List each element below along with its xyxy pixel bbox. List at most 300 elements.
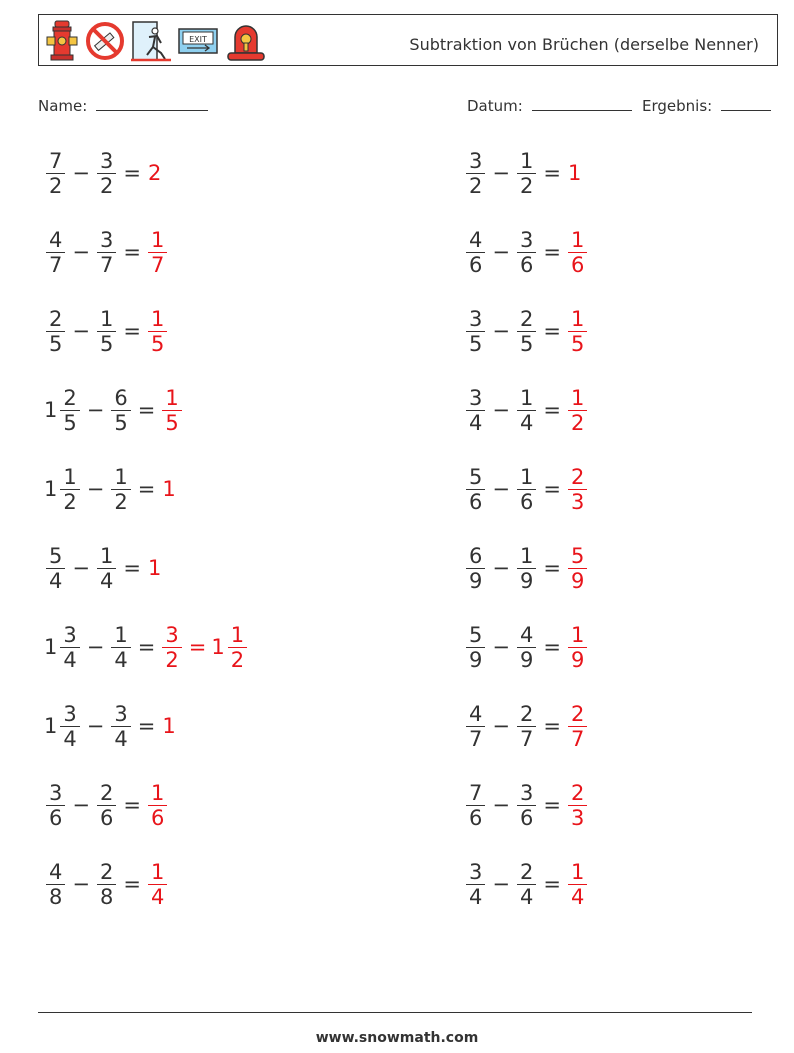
fraction [148, 228, 167, 277]
answer-fraction [146, 228, 169, 277]
answer-integer: 2 [147, 161, 162, 185]
answer-integer: 1 [567, 161, 582, 185]
denominator: 6 [49, 805, 63, 830]
minuend [44, 307, 67, 356]
fraction [466, 149, 485, 198]
denominator: 7 [150, 252, 165, 277]
equals-sign: = [123, 161, 141, 185]
answer-integer: 1 [162, 477, 176, 501]
fraction [466, 623, 485, 672]
fraction [517, 228, 536, 277]
numerator: 3 [466, 860, 485, 885]
answer [566, 228, 589, 277]
numerator: 1 [111, 623, 130, 648]
denominator: 4 [63, 726, 77, 751]
fraction [162, 623, 181, 672]
minus-sign: − [72, 872, 90, 896]
whole-number: 1 [44, 635, 58, 659]
denominator: 2 [469, 173, 483, 198]
denominator: 9 [519, 647, 534, 672]
minuend [464, 149, 487, 198]
numerator: 3 [466, 307, 485, 332]
fraction [517, 544, 536, 593]
minus-sign: − [86, 714, 105, 738]
subtrahend [515, 781, 538, 830]
answer-fraction [160, 386, 183, 435]
answer [566, 623, 589, 672]
denominator: 2 [114, 489, 128, 514]
minuend [44, 623, 82, 672]
footer-url: www.snowmath.com [315, 1030, 479, 1046]
problem-row [44, 854, 169, 914]
answer [566, 781, 589, 830]
denominator: 7 [99, 252, 114, 277]
numerator: 3 [60, 623, 79, 648]
answer-fraction [146, 307, 169, 356]
minus-sign: − [492, 714, 510, 738]
numerator: 1 [568, 860, 587, 885]
minus-sign: − [492, 556, 510, 580]
denominator: 6 [99, 805, 114, 830]
fraction [517, 623, 536, 672]
equals-sign: = [543, 714, 561, 738]
numerator: 3 [517, 781, 536, 806]
denominator: 7 [519, 726, 534, 751]
minuend [464, 623, 487, 672]
numerator: 3 [466, 386, 485, 411]
minuend [464, 465, 487, 514]
numerator: 5 [466, 623, 485, 648]
numerator: 4 [46, 860, 65, 885]
numerator: 1 [228, 623, 247, 648]
denominator: 4 [519, 884, 534, 909]
subtrahend [515, 623, 538, 672]
answer-fraction [566, 307, 589, 356]
denominator: 9 [519, 568, 534, 593]
denominator: 2 [49, 173, 63, 198]
subtrahend [515, 228, 538, 277]
denominator: 3 [570, 489, 585, 514]
fraction [46, 228, 65, 277]
denominator: 4 [114, 647, 128, 672]
denominator: 2 [99, 173, 114, 198]
fraction [568, 465, 587, 514]
svg-text:EXIT: EXIT [189, 35, 207, 44]
fraction [111, 702, 130, 751]
answer-fraction [566, 465, 589, 514]
problem-row [464, 696, 589, 756]
answer [146, 161, 161, 185]
answer-integer: 1 [147, 556, 162, 580]
result-line[interactable] [721, 96, 771, 111]
problem-row [44, 301, 169, 361]
denominator: 4 [570, 884, 585, 909]
subtrahend [515, 386, 538, 435]
answer-fraction [566, 386, 589, 435]
fraction [466, 860, 485, 909]
denominator: 5 [469, 331, 483, 356]
denominator: 9 [469, 568, 483, 593]
minus-sign: − [492, 319, 510, 343]
numerator: 1 [568, 307, 587, 332]
minuend [44, 465, 82, 514]
fraction [148, 860, 167, 909]
minuend [44, 149, 67, 198]
denominator: 6 [469, 252, 483, 277]
numerator: 1 [97, 544, 116, 569]
fraction [568, 228, 587, 277]
denominator: 9 [469, 647, 483, 672]
fraction [46, 781, 65, 830]
denominator: 6 [519, 489, 534, 514]
minuend [464, 386, 487, 435]
denominator: 5 [519, 331, 534, 356]
answer-integer: 1 [162, 714, 176, 738]
problem-row [464, 775, 589, 835]
fraction [568, 386, 587, 435]
answer-fraction [566, 781, 589, 830]
numerator: 1 [517, 149, 536, 174]
denominator: 4 [469, 884, 483, 909]
denominator: 4 [150, 884, 165, 909]
fraction [517, 307, 536, 356]
minus-sign: − [72, 793, 90, 817]
problem-row [464, 459, 589, 519]
whole-number: 1 [211, 635, 225, 659]
subtrahend [95, 860, 118, 909]
denominator: 7 [49, 252, 63, 277]
answer [566, 860, 589, 909]
denominator: 6 [519, 252, 534, 277]
answer [566, 544, 589, 593]
denominator: 2 [165, 647, 179, 672]
equals-sign: = [543, 635, 561, 659]
numerator: 2 [517, 307, 536, 332]
problem-row [464, 617, 589, 677]
equals-sign: = [543, 398, 561, 422]
answer [566, 307, 589, 356]
numerator: 2 [568, 465, 587, 490]
denominator: 4 [99, 568, 114, 593]
numerator: 2 [568, 781, 587, 806]
minus-sign: − [72, 161, 90, 185]
minuend [44, 544, 67, 593]
minuend [44, 860, 67, 909]
minuend [464, 702, 487, 751]
numerator: 1 [568, 228, 587, 253]
fraction [517, 386, 536, 435]
fraction [111, 623, 130, 672]
numerator: 1 [148, 860, 167, 885]
denominator: 8 [99, 884, 114, 909]
fraction [568, 860, 587, 909]
numerator: 1 [517, 465, 536, 490]
numerator: 3 [97, 149, 116, 174]
minus-sign: − [86, 398, 105, 422]
denominator: 9 [570, 568, 585, 593]
numerator: 1 [60, 465, 79, 490]
denominator: 6 [469, 805, 483, 830]
answer [146, 781, 169, 830]
denominator: 7 [570, 726, 585, 751]
fraction [148, 781, 167, 830]
answer [146, 860, 169, 909]
problem-row [464, 222, 589, 282]
denominator: 4 [519, 410, 534, 435]
answer-fraction [211, 623, 249, 672]
denominator: 5 [570, 331, 585, 356]
denominator: 2 [230, 647, 245, 672]
footer-divider [38, 1012, 752, 1013]
answer [566, 465, 589, 514]
answer-fraction [146, 781, 169, 830]
numerator: 4 [466, 228, 485, 253]
denominator: 4 [114, 726, 128, 751]
numerator: 1 [148, 228, 167, 253]
whole-number: 1 [44, 714, 58, 738]
subtrahend [95, 307, 118, 356]
problem-row [44, 459, 176, 519]
problem-row [464, 854, 589, 914]
fraction [466, 228, 485, 277]
equals-sign: = [188, 635, 207, 659]
fraction [568, 544, 587, 593]
equals-sign: = [123, 556, 141, 580]
fraction [97, 781, 116, 830]
header-box [38, 14, 778, 66]
subtrahend [109, 702, 132, 751]
numerator: 3 [466, 149, 485, 174]
header-icons [45, 19, 267, 63]
numerator: 1 [568, 623, 587, 648]
minuend [44, 702, 82, 751]
numerator: 3 [162, 623, 181, 648]
subtrahend [515, 702, 538, 751]
denominator: 4 [469, 410, 483, 435]
answer [146, 307, 169, 356]
answer-fraction [566, 860, 589, 909]
denominator: 4 [63, 647, 77, 672]
answer-fraction [566, 544, 589, 593]
fraction [228, 623, 247, 672]
numerator: 4 [46, 228, 65, 253]
answer [160, 714, 175, 738]
problem-row [464, 380, 589, 440]
denominator: 6 [519, 805, 534, 830]
page-title: Subtraktion von Brüchen (derselbe Nenner) [409, 35, 759, 54]
answer [160, 386, 183, 435]
subtrahend [109, 386, 132, 435]
denominator: 7 [469, 726, 483, 751]
fire-hydrant-icon [45, 19, 79, 63]
name-label: Name: [38, 97, 88, 115]
fraction [97, 544, 116, 593]
problem-row [464, 301, 589, 361]
fraction [60, 465, 79, 514]
date-field[interactable] [467, 96, 632, 115]
answer [566, 386, 589, 435]
numerator: 5 [466, 465, 485, 490]
numerator: 1 [517, 544, 536, 569]
answer [146, 228, 169, 277]
subtrahend [515, 465, 538, 514]
numerator: 3 [60, 702, 79, 727]
fraction [466, 702, 485, 751]
fraction [46, 307, 65, 356]
fraction [97, 860, 116, 909]
answer [146, 556, 161, 580]
denominator: 6 [570, 252, 585, 277]
equals-sign: = [123, 319, 141, 343]
fraction [517, 465, 536, 514]
fraction [46, 149, 65, 198]
denominator: 5 [114, 410, 128, 435]
numerator: 6 [466, 544, 485, 569]
fraction [568, 623, 587, 672]
answer-fraction [566, 702, 589, 751]
problem-row [464, 538, 589, 598]
numerator: 3 [517, 228, 536, 253]
numerator: 2 [97, 781, 116, 806]
equals-sign: = [123, 872, 141, 896]
minus-sign: − [86, 477, 105, 501]
fraction [60, 702, 79, 751]
result-label: Ergebnis: [642, 97, 713, 115]
numerator: 7 [46, 149, 65, 174]
fraction [466, 307, 485, 356]
fraction [162, 386, 181, 435]
subtrahend [109, 623, 132, 672]
name-field[interactable] [38, 96, 208, 115]
numerator: 3 [111, 702, 130, 727]
numerator: 6 [111, 386, 130, 411]
equals-sign: = [137, 635, 156, 659]
fraction [97, 307, 116, 356]
numerator: 4 [466, 702, 485, 727]
problem-row [44, 696, 176, 756]
minus-sign: − [492, 477, 510, 501]
problem-row [44, 617, 249, 677]
result-field[interactable] [642, 96, 771, 115]
subtrahend [95, 149, 118, 198]
numerator: 2 [517, 702, 536, 727]
equals-sign: = [543, 161, 561, 185]
subtrahend [95, 228, 118, 277]
denominator: 2 [570, 410, 585, 435]
equals-sign: = [543, 556, 561, 580]
fraction [111, 386, 130, 435]
date-line[interactable] [532, 96, 632, 111]
fraction [517, 781, 536, 830]
minus-sign: − [72, 319, 90, 343]
subtrahend [515, 860, 538, 909]
problem-row [44, 380, 184, 440]
whole-number: 1 [44, 398, 58, 422]
fraction [466, 781, 485, 830]
name-line[interactable] [96, 96, 208, 111]
numerator: 1 [162, 386, 181, 411]
fraction [97, 149, 116, 198]
numerator: 4 [517, 623, 536, 648]
fraction [111, 465, 130, 514]
answer-fraction [146, 860, 169, 909]
numerator: 2 [46, 307, 65, 332]
numerator: 3 [46, 781, 65, 806]
equals-sign: = [123, 240, 141, 264]
denominator: 6 [150, 805, 165, 830]
numerator: 1 [148, 307, 167, 332]
numerator: 7 [466, 781, 485, 806]
denominator: 8 [49, 884, 63, 909]
whole-number: 1 [44, 477, 58, 501]
minuend [464, 781, 487, 830]
equals-sign: = [543, 477, 561, 501]
fraction [97, 228, 116, 277]
minus-sign: − [492, 793, 510, 817]
equals-sign: = [543, 319, 561, 343]
denominator: 5 [63, 410, 77, 435]
fraction [517, 149, 536, 198]
fraction [568, 702, 587, 751]
subtrahend [95, 544, 118, 593]
alarm-siren-icon [225, 19, 267, 63]
minuend [464, 860, 487, 909]
problem-row [44, 222, 169, 282]
denominator: 2 [519, 173, 534, 198]
minus-sign: − [492, 240, 510, 264]
denominator: 3 [570, 805, 585, 830]
minuend [464, 228, 487, 277]
fraction [60, 623, 79, 672]
equals-sign: = [543, 240, 561, 264]
equals-sign: = [137, 477, 156, 501]
minuend [44, 781, 67, 830]
equals-sign: = [137, 398, 156, 422]
fraction [568, 781, 587, 830]
answer-fraction [160, 623, 183, 672]
denominator: 6 [469, 489, 483, 514]
fraction [466, 544, 485, 593]
answer [160, 477, 175, 501]
minus-sign: − [492, 398, 510, 422]
date-label: Datum: [467, 97, 523, 115]
problem-row [44, 775, 169, 835]
minus-sign: − [492, 635, 510, 659]
minus-sign: − [72, 556, 90, 580]
fraction [46, 860, 65, 909]
minuend [44, 228, 67, 277]
answer [160, 623, 249, 672]
denominator: 5 [165, 410, 179, 435]
denominator: 2 [63, 489, 77, 514]
equals-sign: = [137, 714, 156, 738]
numerator: 1 [568, 386, 587, 411]
subtrahend [515, 307, 538, 356]
minus-sign: − [86, 635, 105, 659]
answer-fraction [566, 228, 589, 277]
numerator: 5 [568, 544, 587, 569]
fraction [466, 465, 485, 514]
exit-sign-icon [177, 19, 219, 63]
numerator: 1 [111, 465, 130, 490]
numerator: 2 [517, 860, 536, 885]
no-smoking-icon [85, 19, 125, 63]
minus-sign: − [72, 240, 90, 264]
denominator: 5 [99, 331, 114, 356]
subtrahend [515, 544, 538, 593]
fraction [568, 307, 587, 356]
subtrahend [515, 149, 538, 198]
